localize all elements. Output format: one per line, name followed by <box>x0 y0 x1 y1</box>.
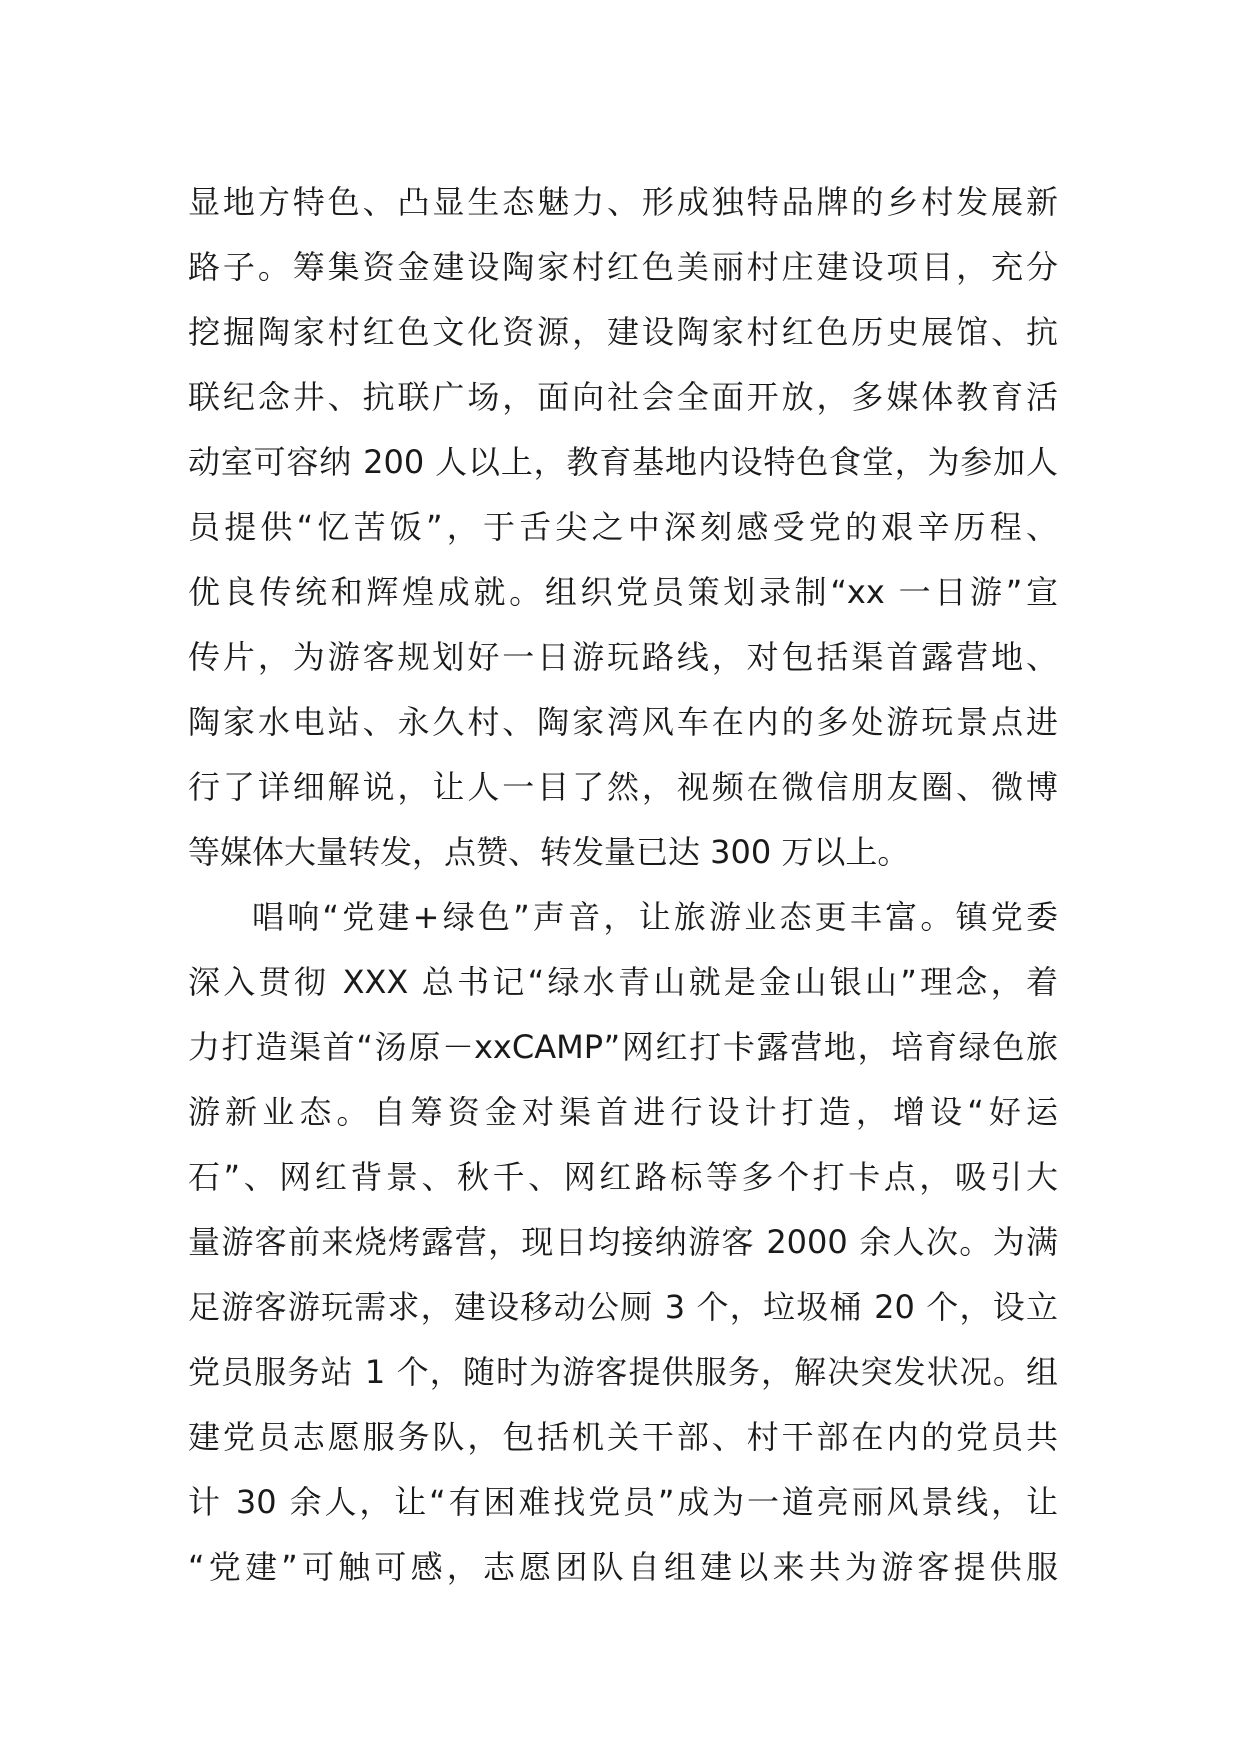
text-line: “党建”可触可感，志愿团队自组建以来共为游客提供服 <box>188 1548 1058 1586</box>
text-line: 足游客游玩需求，建设移动公厕 3 个，垃圾桶 20 个，设立 <box>188 1288 1058 1326</box>
text-line: 深入贯彻 XXX 总书记“绿水青山就是金山银山”理念，着 <box>188 963 1058 1001</box>
text-line: 动室可容纳 200 人以上，教育基地内设特色食堂，为参加人 <box>188 443 1058 481</box>
paragraph-1 <box>188 170 1058 885</box>
body-text <box>188 170 1058 1600</box>
text-line: 力打造渠首“汤原－xxCAMP”网红打卡露营地，培育绿色旅 <box>188 1028 1058 1066</box>
text-line: 行了详细解说，让人一目了然，视频在微信朋友圈、微博 <box>188 768 1058 806</box>
text-line: 党员服务站 1 个，随时为游客提供服务，解决突发状况。组 <box>188 1353 1058 1391</box>
text-line: 挖掘陶家村红色文化资源，建设陶家村红色历史展馆、抗 <box>188 313 1058 351</box>
text-line: 联纪念井、抗联广场，面向社会全面开放，多媒体教育活 <box>188 378 1058 416</box>
paragraph-2 <box>188 885 1058 1600</box>
text-line: 建党员志愿服务队，包括机关干部、村干部在内的党员共 <box>188 1418 1058 1456</box>
text-line: 员提供“忆苦饭”，于舌尖之中深刻感受党的艰辛历程、 <box>188 508 1058 546</box>
text-line: 等媒体大量转发，点赞、转发量已达 300 万以上。 <box>188 833 910 871</box>
text-line: 传片，为游客规划好一日游玩路线，对包括渠首露营地、 <box>188 638 1058 676</box>
text-line: 计 30 余人，让“有困难找党员”成为一道亮丽风景线，让 <box>188 1483 1058 1521</box>
text-line: 路子。筹集资金建设陶家村红色美丽村庄建设项目，充分 <box>188 248 1058 286</box>
text-line: 石”、网红背景、秋千、网红路标等多个打卡点，吸引大 <box>188 1158 1058 1196</box>
text-line: 唱响“党建+绿色”声音，让旅游业态更丰富。镇党委 <box>252 898 1058 936</box>
text-line: 游新业态。自筹资金对渠首进行设计打造，增设“好运 <box>188 1093 1058 1131</box>
text-line: 优良传统和辉煌成就。组织党员策划录制“xx 一日游”宣 <box>188 573 1058 611</box>
text-line: 量游客前来烧烤露营，现日均接纳游客 2000 余人次。为满 <box>188 1223 1058 1261</box>
text-line: 陶家水电站、永久村、陶家湾风车在内的多处游玩景点进 <box>188 703 1058 741</box>
text-line: 显地方特色、凸显生态魅力、形成独特品牌的乡村发展新 <box>188 183 1058 221</box>
